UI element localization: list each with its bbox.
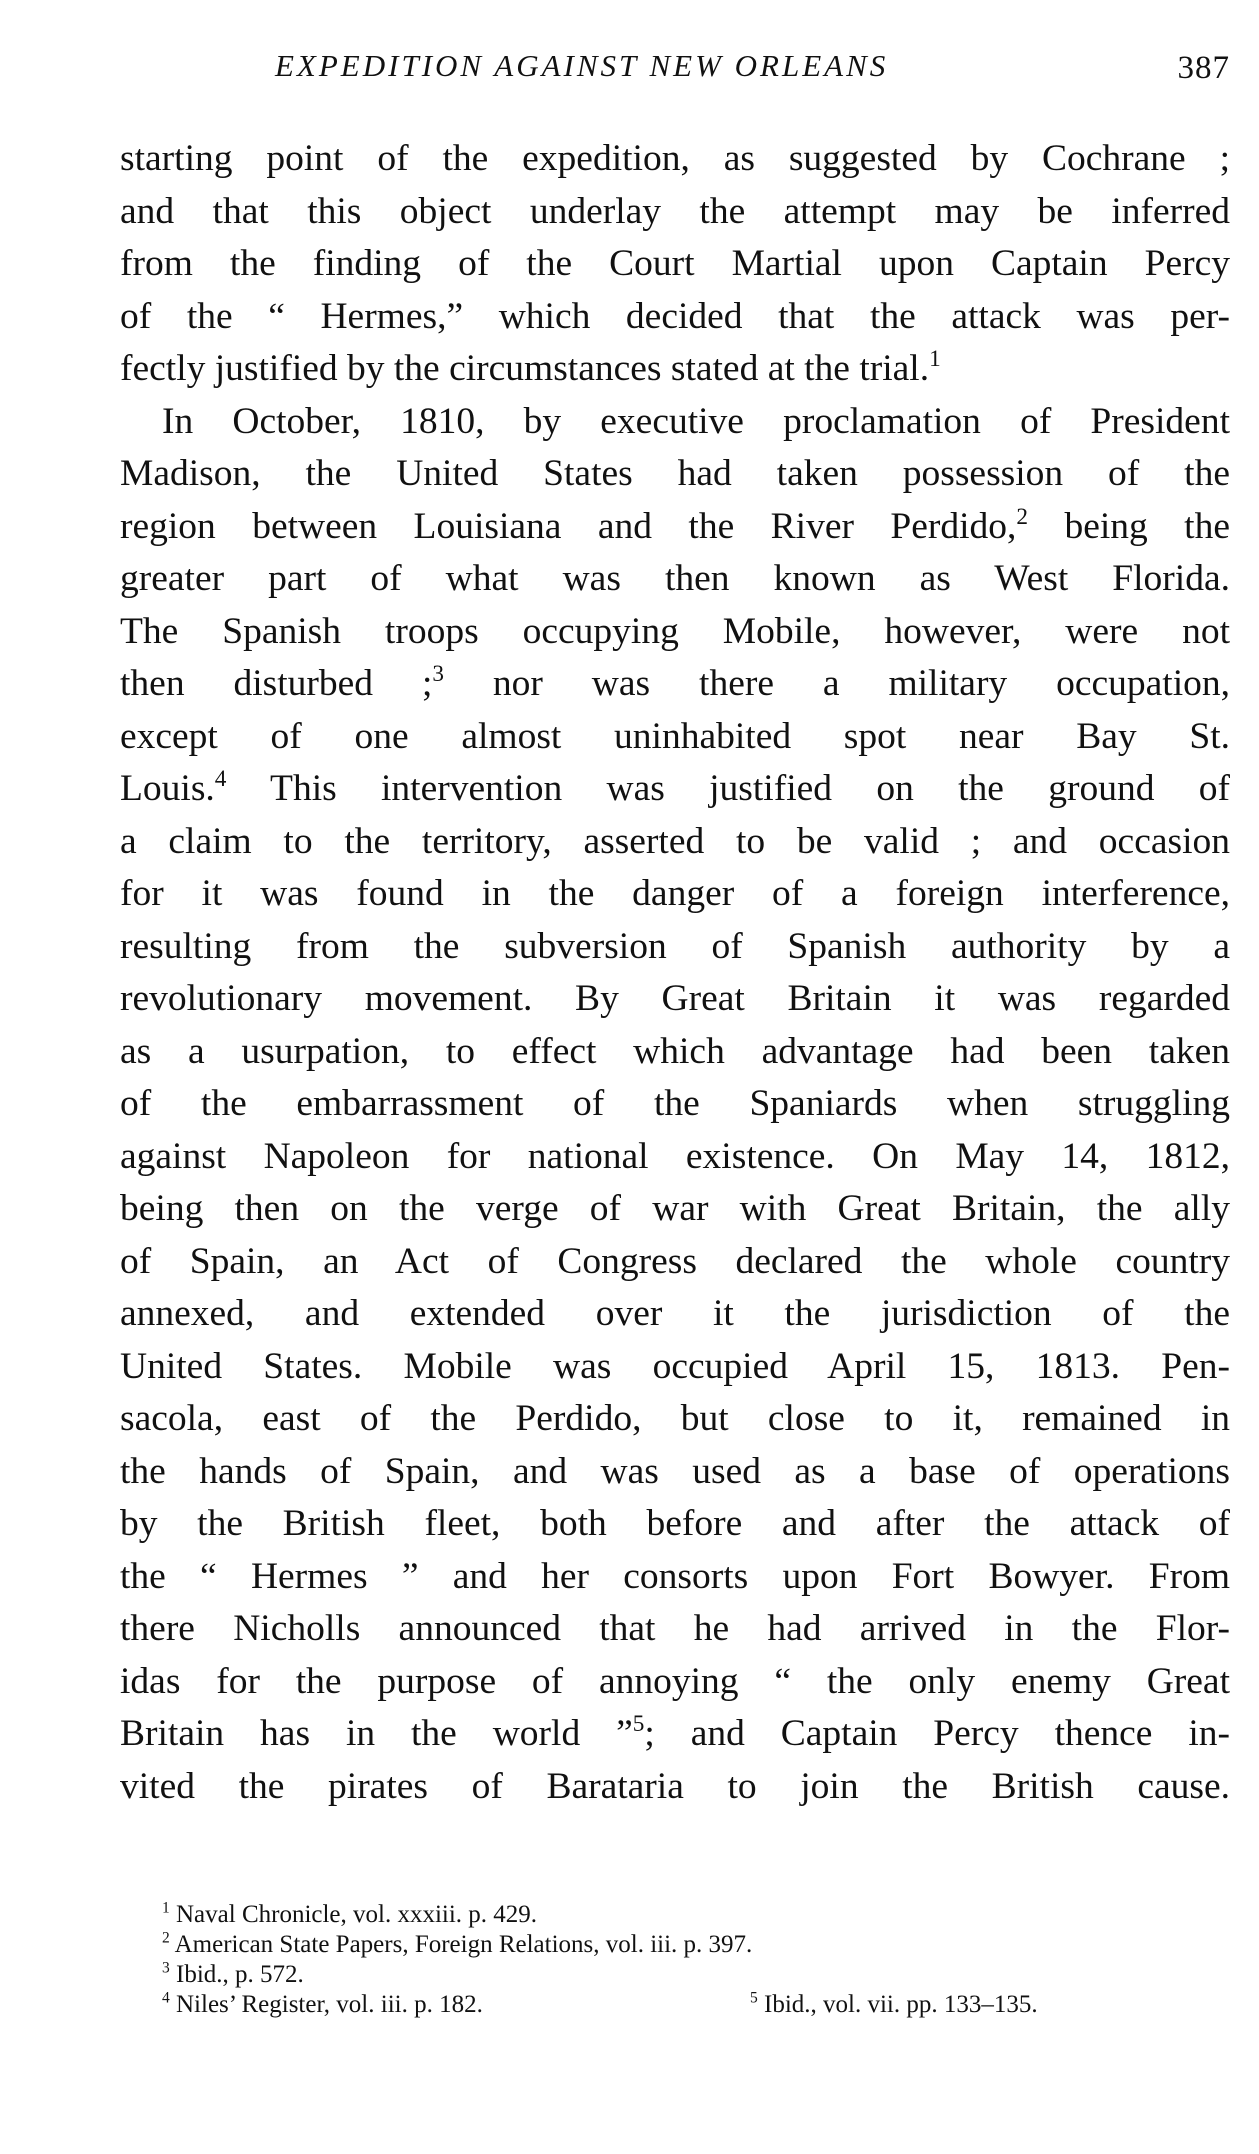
footnote-ref-4: 4 [214,766,227,793]
running-head [120,48,1230,100]
footnote-4 [120,1990,1230,2020]
text-line: against Napoleon for national existence. On May 14, 1812, [120,1135,1230,1177]
text-line: of Spain, an Act of Congress declared the whole country [120,1240,1230,1282]
text-segment: ; and Captain Percy thence in- [644,1713,1230,1754]
text-line: there Nicholls announced that he had arrived in the Flor- [120,1608,1230,1649]
text-line [120,1708,1230,1761]
text-line: idas for the purpose of annoying “ the only enemy Great [120,1660,1230,1702]
text-line: for it was found in the danger of a foreign interference, [120,873,1230,914]
footnotes [120,1900,1230,2020]
footnote-ref-3: 3 [432,661,444,688]
text-segment: nor was there a military occupation, [444,663,1230,704]
text-segment: region between Louisiana and the River Perdido, [120,505,1017,547]
footnote-text: Niles’ Register, vol. iii. p. 182. [176,1991,483,2018]
footnote-ref-5: 5 [632,1711,645,1738]
text-line: of the embarrassment of the Spaniards when struggling [120,1083,1230,1124]
text-line [120,658,1230,711]
footnote-ref-1: 1 [929,346,941,373]
footnote-mark: 1 [162,1899,170,1917]
text-line: except of one almost uninhabited spot near Bay St. [120,715,1230,757]
text-line: sacola, east of the Perdido, but close to it, remained in [120,1398,1230,1439]
text-line: starting point of the expedition, as suggested by Cochrane ; [120,138,1230,179]
footnote-5 [750,1990,1038,2020]
text-line: annexed, and extended over it the jurisdiction of the [120,1293,1230,1334]
text-line: by the British fleet, both before and after the attack of [120,1503,1230,1544]
text-line: the “ Hermes ” and her consorts upon Fort Bowyer. From [120,1555,1230,1597]
text-line: greater part of what was then known as West Florida. [120,558,1230,599]
text-line: United States. Mobile was occupied April 15, 1813. Pen- [120,1345,1230,1387]
text-line [120,501,1230,554]
text-line: resulting from the subversion of Spanish authority by a [120,925,1230,967]
text-line [120,763,1230,816]
text-segment: This intervention was justified on the ground of [226,768,1230,809]
footnote-mark: 5 [750,1989,758,2007]
page-number: 387 [1177,50,1230,86]
text-line: and that this object underlay the attempt may be inferred [120,190,1230,232]
text-line: vited the pirates of Barataria to join the British cause. [120,1765,1230,1807]
footnote-2 [120,1930,1230,1960]
footnote-ref-2: 2 [1016,503,1029,530]
footnote-mark: 3 [162,1959,170,1977]
text-segment: Britain has in the world ” [120,1713,633,1754]
text-line: a claim to the territory, asserted to be valid ; and occasion [120,820,1230,862]
footnote-1 [120,1900,1230,1930]
text-line: from the finding of the Court Martial upon Captain Percy [120,243,1230,284]
text-line: as a usurpation, to effect which advantage had been taken [120,1030,1230,1072]
text-segment: being the [1028,505,1230,547]
text-line: Madison, the United States had taken possession of the [120,453,1230,494]
footnote-mark: 4 [162,1989,170,2007]
footnote-text: American State Papers, Foreign Relations, vol. iii. p. 397. [174,1931,753,1958]
text-line: of the “ Hermes,” which decided that the attack was per- [120,295,1230,337]
footnote-mark: 2 [162,1929,170,1947]
body-text [120,133,1230,1813]
footnote-text: Ibid., p. 572. [176,1961,304,1988]
footnote-3 [120,1960,1230,1990]
text-line: The Spanish troops occupying Mobile, however, were not [120,610,1230,652]
text-segment: then disturbed ; [120,663,433,704]
text-line: revolutionary movement. By Great Britain it was regarded [120,978,1230,1019]
paragraph-start-line: In October, 1810, by executive proclamation of President [162,400,1230,442]
text-line: being then on the verge of war with Great Britain, the ally [120,1188,1230,1229]
text-line [120,343,1230,396]
running-title: EXPEDITION AGAINST NEW ORLEANS [275,48,889,83]
text-segment: Louis. [120,768,215,809]
text-line: the hands of Spain, and was used as a base of operations [120,1450,1230,1492]
footnote-text: Naval Chronicle, vol. xxxiii. p. 429. [176,1901,538,1928]
footnote-text: Ibid., vol. vii. pp. 133–135. [764,1991,1038,2018]
text-segment: fectly justified by the circumstances stated at the trial. [120,348,930,389]
